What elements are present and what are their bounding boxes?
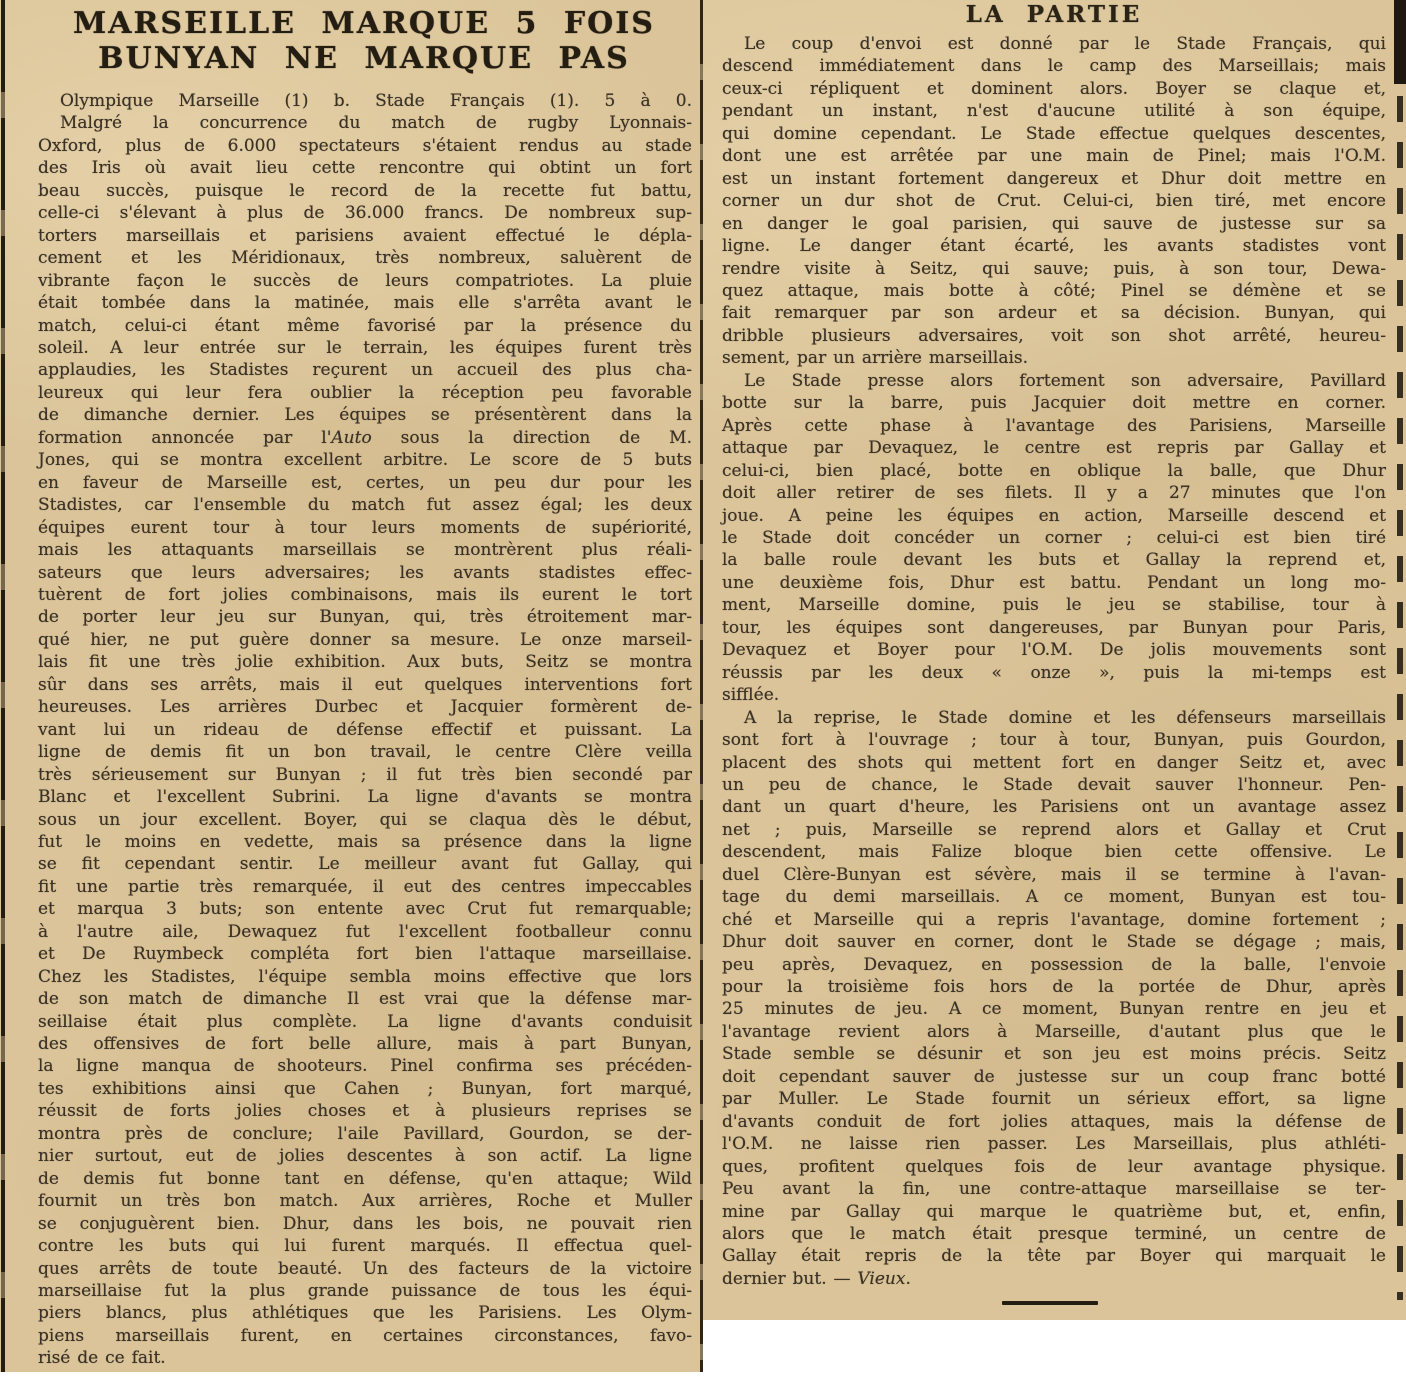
- text-line: fait remarquer par son ardeur et sa décision. Bunyan, qui: [722, 303, 1386, 324]
- text-line: de dimanche dernier. Les équipes se présentèrent dans la: [38, 405, 692, 426]
- text-line: une deuxième fois, Dhur est battu. Pendant un long mo-: [722, 572, 1386, 593]
- text-line: l'O.M. ne laisse rien passer. Les Marseillais, plus athléti-: [722, 1134, 1386, 1155]
- clipping-right-edge-tear: [1397, 96, 1403, 1300]
- text-line: fut le moins en vedette, mais sa présence dans la ligne: [38, 831, 692, 852]
- text-line: la balle roule devant les buts et Gallay la reprend et,: [722, 550, 1386, 571]
- text-line: rendre visite à Seitz, qui sauve; puis, à son tour, Dewa-: [722, 258, 1386, 279]
- text-line: dribble plusieurs adversaires, voit son shot arrêté, heureu-: [722, 325, 1386, 346]
- text-line: la ligne manqua de shooteurs. Pinel confirma ses précéden-: [38, 1056, 692, 1077]
- text-line: celle-ci s'élevant à plus de 36.000 francs. De nombreux sup-: [38, 203, 692, 224]
- text-line: Olympique Marseille (1) b. Stade Français (1). 5 à 0.: [60, 91, 692, 111]
- text-line: sateurs que leurs adversaires; les avants stadistes effec-: [38, 562, 692, 583]
- text-line: Le Stade presse alors fortement son adversaire, Pavillard: [744, 370, 1386, 391]
- text-line: mais les attaquants marseillais se montrèrent plus réali-: [38, 540, 692, 561]
- text-line: beau succès, puisque le record de la recette fut battu,: [38, 180, 692, 201]
- text-line: le Stade doit concéder un corner ; celui-ci est bien tiré: [722, 527, 1386, 548]
- text-line: et De Ruymbeck compléta fort bien l'attaque marseillaise.: [38, 944, 692, 965]
- text-line: sûr dans ses arrêts, mais il eut quelques interventions fort: [38, 674, 692, 695]
- text-line: montra près de conclure; l'aile Pavillard, Gourdon, se der-: [38, 1123, 692, 1144]
- text-line: ceux-ci répliquent et dominent alors. Boyer se claque et,: [722, 78, 1386, 99]
- text-line: des offensives de fort belle allure, mais à part Bunyan,: [38, 1034, 692, 1055]
- text-line: mine par Gallay qui marque le quatrième but, et, enfin,: [722, 1201, 1386, 1222]
- right-column-text: [722, 33, 1386, 1290]
- text-line: risé de ce fait.: [38, 1348, 166, 1369]
- article-end-rule: [1002, 1301, 1098, 1305]
- text-line: vant lui un rideau de défense effectif et puissant. La: [38, 719, 692, 740]
- text-line: Devaquez et Boyer pour l'O.M. De jolis mouvements sont: [722, 640, 1386, 661]
- text-line: de demis fut bonne tant en défense, qu'en attaque; Wild: [38, 1168, 692, 1189]
- text-line: doit aller retirer de ses filets. Il y a 27 minutes que l'on: [722, 483, 1386, 504]
- text-line: en faveur de Marseille est, certes, un peu dur pour les: [38, 472, 692, 493]
- article-headline: [36, 6, 692, 76]
- text-line: par Muller. Le Stade fournit un sérieux effort, sa ligne: [722, 1089, 1386, 1110]
- text-line: match, celui-ci étant même favorisé par la présence du: [38, 315, 692, 336]
- text-line: équipes eurent tour à tour leurs moments de supériorité,: [38, 517, 692, 538]
- text-line: Jones, qui se montra excellent arbitre. Le score de 5 buts: [38, 450, 692, 471]
- text-line: corner un dur shot de Crut. Celui-ci, bien tiré, met encore: [722, 191, 1386, 212]
- text-line: en danger le goal parisien, qui sauve de justesse sur sa: [722, 213, 1386, 234]
- left-column-text: [38, 90, 692, 1370]
- text-line: qué hier, ne put guère donner sa mesure. Le onze marseil-: [38, 629, 692, 650]
- text-line: sous un jour excellent. Boyer, qui se claqua dès le début,: [38, 809, 692, 830]
- text-line: très sérieusement sur Bunyan ; il fut très bien secondé par: [38, 764, 692, 785]
- text-line: ligne. Le danger étant écarté, les avants stadistes vont: [722, 236, 1386, 257]
- text-line: pour la troisième fois hors de la portée de Dhur, après: [722, 977, 1386, 998]
- text-line: Chez les Stadistes, l'équipe sembla moins effective que lors: [38, 966, 692, 987]
- column-divider-rule: [700, 0, 703, 1372]
- text-line: Peu avant la fin, une contre-attaque marseillaise se ter-: [722, 1179, 1386, 1200]
- text-line: joue. A peine les équipes en action, Marseille descend et: [722, 505, 1386, 526]
- text-line: se conjuguèrent bien. Dhur, dans les bois, ne pouvait rien: [38, 1213, 692, 1234]
- text-line: descendent, mais Falize bloque bien cette offensive. Le: [722, 842, 1386, 863]
- text-line: est un instant fortement dangereux et Dhur doit mettre en: [722, 168, 1386, 189]
- text-line: formation annoncée par l'Auto sous la direction de M.: [38, 427, 692, 448]
- text-line: leureux qui leur fera oublier la réception peu favorable: [38, 382, 692, 403]
- text-line: Gallay était repris de la tête par Boyer qui marquait le: [722, 1246, 1386, 1267]
- text-line: réussit de forts jolies choses et à plusieurs reprises se: [38, 1101, 692, 1122]
- text-line: dont une est arrêtée par une main de Pinel; mais l'O.M.: [722, 146, 1386, 167]
- text-line: ques arrêts de toute beauté. Un des facteurs de la victoire: [38, 1258, 692, 1279]
- text-line: nier surtout, eut de jolies descentes à son actif. La ligne: [38, 1146, 692, 1167]
- text-line: sont fort à l'ouvrage ; tour à tour, Bunyan, puis Gourdon,: [722, 730, 1386, 751]
- text-line: contre les buts qui lui furent marqués. Il effectua quel-: [38, 1236, 692, 1257]
- text-line: descend immédiatement dans le camp des Marseillais; mais: [722, 56, 1386, 77]
- text-line: cement et les Méridionaux, très nombreux, saluèrent de: [38, 248, 692, 269]
- clipping-left-edge: [1, 0, 5, 1372]
- text-line: placent des shots qui mettent fort en danger Seitz et, avec: [722, 752, 1386, 773]
- text-line: Stadistes, car l'ensemble du match fut assez égal; les deux: [38, 495, 692, 516]
- text-line: fournit un très bon match. Aux arrières, Roche et Muller: [38, 1191, 692, 1212]
- text-line: alors que le match était presque terminé, un centre de: [722, 1224, 1386, 1245]
- headline-line-1: MARSEILLE MARQUE 5 FOIS: [73, 6, 655, 41]
- text-line: vibrante façon le succès de leurs compatriotes. La pluie: [38, 270, 692, 291]
- headline-line-2: BUNYAN NE MARQUE PAS: [98, 41, 630, 76]
- text-line: A la reprise, le Stade domine et les défenseurs marseillais: [744, 707, 1386, 728]
- text-line: sement, par un arrière marseillais.: [722, 348, 1029, 369]
- text-line: Oxford, plus de 6.000 spectateurs s'étaient rendus au stade: [38, 135, 692, 156]
- text-line: quez attaque, mais botte à côté; Pinel se démène et se: [722, 280, 1386, 301]
- text-line: ques, profitent quelques fois de leur avantage physique.: [722, 1156, 1386, 1177]
- text-line: réussis par les deux « onze », puis la mi-temps est: [722, 662, 1386, 683]
- text-line: Dhur doit sauver en corner, dont le Stade se dégage ; mais,: [722, 932, 1386, 953]
- text-line: torters marseillais et parisiens avaient effectué le dépla-: [38, 225, 692, 246]
- text-line: et marqua 3 buts; son entente avec Crut fut remarquable;: [38, 899, 692, 920]
- text-line: piens marseillais furent, en certaines circonstances, favo-: [38, 1325, 692, 1346]
- text-line: qui domine cependant. Le Stade effectue quelques descentes,: [722, 123, 1386, 144]
- text-line: l'avantage revient alors à Marseille, d'autant plus que le: [722, 1021, 1386, 1042]
- text-line: tour, les équipes sont dangereuses, par Bunyan pour Paris,: [722, 617, 1386, 638]
- text-line: un peu de chance, le Stade devait sauver l'honneur. Pen-: [722, 774, 1386, 795]
- text-line: tuèrent de fort jolies combinaisons, mais ils eurent le tort: [38, 584, 692, 605]
- text-line: heureuses. Les arrières Durbec et Jacquier formèrent de-: [38, 697, 692, 718]
- text-line: ment, Marseille domine, puis le jeu se stabilise, tour à: [722, 595, 1386, 616]
- text-line: dernier but. — Vieux.: [722, 1268, 911, 1289]
- text-line: pendant un instant, n'est d'aucune utilité à son équipe,: [722, 101, 1386, 122]
- text-line: seillaise était plus complète. La ligne d'avants conduisit: [38, 1011, 692, 1032]
- text-line: d'avants conduit de fort jolies attaques, mais la défense de: [722, 1111, 1386, 1132]
- text-line: ligne de demis fit un bon travail, le centre Clère veilla: [38, 742, 692, 763]
- text-line: de porter leur jeu sur Bunyan, qui, très étroitement mar-: [38, 607, 692, 628]
- text-line: tage du demi marseillais. A ce moment, Bunyan est tou-: [722, 887, 1386, 908]
- text-line: applaudies, les Stadistes reçurent un accueil des plus cha-: [38, 360, 692, 381]
- text-line: tes exhibitions ainsi que Cahen ; Bunyan, fort marqué,: [38, 1078, 692, 1099]
- section-heading: LA PARTIE: [965, 1, 1143, 28]
- text-line: celui-ci, bien placé, botte en oblique la balle, que Dhur: [722, 460, 1386, 481]
- text-line: fit une partie très remarquée, il eut des centres impeccables: [38, 876, 692, 897]
- text-line: se fit cependant sentir. Le meilleur avant fut Gallay, qui: [38, 854, 692, 875]
- text-line: marseillaise fut la plus grande puissance de tous les équi-: [38, 1281, 692, 1302]
- text-line: attaque par Devaquez, le centre est repris par Gallay et: [722, 438, 1386, 459]
- text-line: dant un quart d'heure, les Parisiens ont un avantage assez: [722, 797, 1386, 818]
- text-line: ché et Marseille qui a repris l'avantage, domine fortement ;: [722, 909, 1386, 930]
- text-line: duel Clère-Bunyan est sévère, mais il se termine à l'avan-: [722, 864, 1386, 885]
- text-line: lais fit une très jolie exhibition. Aux buts, Seitz se montra: [38, 652, 692, 673]
- text-line: Le coup d'envoi est donné par le Stade Français, qui: [744, 34, 1386, 54]
- text-line: net ; puis, Marseille se reprend alors et Gallay et Crut: [722, 819, 1386, 840]
- text-line: Malgré la concurrence du match de rugby Lyonnais-: [60, 113, 692, 134]
- text-line: à l'autre aile, Dewaquez fut l'excellent footballeur connu: [38, 921, 692, 942]
- text-line: Après cette phase à l'avantage des Parisiens, Marseille: [722, 415, 1386, 436]
- text-line: était tombée dans la matinée, mais elle s'arrêta avant le: [38, 293, 692, 314]
- text-line: soleil. A leur entrée sur le terrain, les équipes furent très: [38, 337, 692, 358]
- text-line: Blanc et l'excellent Subrini. La ligne d'avants se montra: [38, 787, 692, 808]
- text-line: sifflée.: [722, 685, 780, 706]
- text-line: Stade semble se désunir et son jeu est moins précis. Seitz: [722, 1044, 1386, 1065]
- text-line: des Iris où avait lieu cette rencontre qui obtint un fort: [38, 158, 692, 179]
- text-line: 25 minutes de jeu. A ce moment, Bunyan rentre en jeu et: [722, 999, 1386, 1020]
- text-line: doit cependant sauver de justesse sur un coup franc botté: [722, 1066, 1386, 1087]
- text-line: de son match de dimanche Il est vrai que la défense mar-: [38, 989, 692, 1010]
- text-line: botte sur la barre, puis Jacquier doit mettre en corner.: [722, 393, 1386, 414]
- text-line: peu après, Devaquez, en possession de la balle, l'envoie: [722, 954, 1386, 975]
- text-line: piers blancs, plus athlétiques que les Parisiens. Les Olym-: [38, 1303, 692, 1324]
- clipping-right-edge-bar: [1394, 0, 1406, 84]
